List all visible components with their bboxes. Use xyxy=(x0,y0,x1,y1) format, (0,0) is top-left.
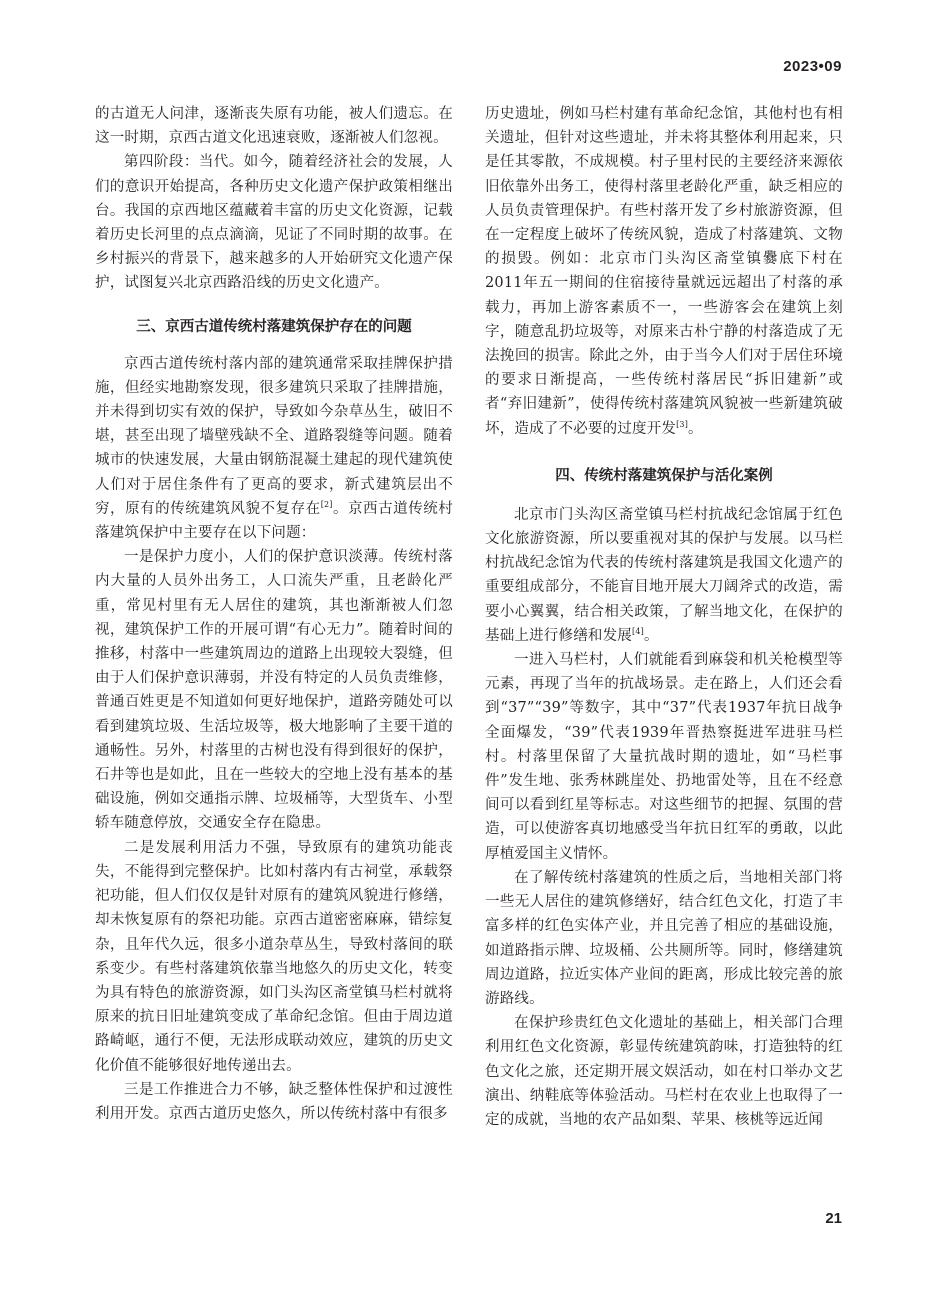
paragraph-text: 北京市门头沟区斋堂镇马栏村抗战纪念馆属于红色文化旅游资源，所以要重视对其的保护与发展。以马栏村抗战纪念馆为代表的传统村落建筑是我国文化遗产的重要组成部分，不能盲目地开展大刀阔斧式的改造，需要小心翼翼，结合相关政策，了解当地文化，在保护的基础上进行修缮和发展 xyxy=(485,506,843,644)
paragraph-text: 京西古道传统村落内部的建筑通常采取挂牌保护措施，但经实地勘察发现，很多建筑只采取了挂牌措施，并未得到切实有效的保护，导致如今杂草丛生，破旧不堪，甚至出现了墙壁残缺不全、道路裂缝等问题。随着城市的快速发展，大量由钢筋混凝土建起的现代建筑使人们对于居住条件有了更高的要求，新式建筑层出不穷，原有的传统建筑风貌不复存在 xyxy=(95,355,453,517)
paragraph: 在保护珍贵红色文化遗址的基础上，相关部门合理利用红色文化资源，彰显传统建筑韵味，打造独特的红色文化之旅，还定期开展文娱活动，如在村口举办文艺演出、纳鞋底等体验活动。马栏村在农业上也取得了一定的成就，当地的农产品如梨、苹果、核桃等远近闻 xyxy=(485,1015,843,1128)
paragraph: 二是发展利用活力不强，导致原有的建筑功能丧失，不能得到完整保护。比如村落内有古祠堂，承载祭祀功能，但人们仅仅是针对原有的建筑风貌进行修缮，却未恢复原有的祭祀功能。京西古道密密麻麻，错综复杂，且年代久远，很多小道杂草丛生，导致村落间的联系变少。有些村落建筑依靠当地悠久的历史文化，转变为具有特色的旅游资源，如门头沟区斋堂镇马栏村就将原来的抗日旧址建筑变成了革命纪念馆。但由于周边道路崎岖，通行不便，无法形成联动效应，建筑的历史文化价值不能够很好地传递出去。 xyxy=(95,839,453,1074)
paragraph-text: 历史遗址，例如马栏村建有革命纪念馆，其他村也有相关遗址，但针对这些遗址，并未将其整体利用起来，只是任其零散，不成规模。村子里村民的主要经济来源依旧依靠外出务工，使得村落里老龄化严重，缺乏相应的人员负责管理保护。有些村落开发了乡村旅游资源，但在一定程度上破坏了传统风貌，造成了村落建筑、文物的损毁。例如：北京市门头沟区斋堂镇爨底下村在2011年五一期间的住宿接待量就远远超出了村落的承载力，再加上游客素质不一，一些游客会在建筑上刻字，随意乱扔垃圾等，对原来古朴宁静的村落造成了无法挽回的损害。除此之外，由于当今人们对于居住环境的要求日渐提高，一些传统村落居民“拆旧建新”或者“弃旧建新”，使得传统村落建筑风貌被一些新建筑破坏，造成了不必要的过度开发 xyxy=(485,106,843,437)
paragraph: 第四阶段：当代。如今，随着经济社会的发展，人们的意识开始提高，各种历史文化遗产保护政策相继出台。我国的京西地区蕴藏着丰富的历史文化资源，记载着历史长河里的点点滴滴，见证了不同时期的故事。在乡村振兴的背景下，越来越多的人开始研究文化遗产保护，试图复兴北京西路沿线的历史文化遗产。 xyxy=(95,154,453,292)
left-column xyxy=(95,102,453,1126)
issue-label: 2023•09 xyxy=(783,58,842,75)
paragraph xyxy=(485,102,843,441)
section-heading: 三、京西古道传统村落建筑保护存在的问题 xyxy=(136,318,412,335)
citation-ref: [4] xyxy=(632,627,644,637)
citation-ref: [3] xyxy=(676,419,689,429)
citation-ref: [2] xyxy=(320,500,333,510)
paragraph: 一是保护力度小，人们的保护意识淡薄。传统村落内大量的人员外出务工，人口流失严重，且老龄化严重，常见村里有无人居住的建筑，其也渐渐被人们忽视，建筑保护工作的开展可谓“有心无力”。随着时间的推移，村落中一些建筑周边的道路上出现较大裂缝，但由于人们保护意识薄弱，并没有特定的人员负责维修，普通百姓更是不知道如何更好地保护，道路旁随处可以看到建筑垃圾、生活垃圾等，极大地影响了主要干道的通畅性。另外，村落里的古树也没有得到很好的保护，石井等也是如此，且在一些较大的空地上没有基本的基础设施，例如交通指示牌、垃圾桶等，大型货车、小型轿车随意停放，交通安全存在隐患。 xyxy=(95,549,453,832)
paragraph: 在了解传统村落建筑的性质之后，当地相关部门将一些无人居住的建筑修缮好，结合红色文化，打造了丰富多样的红色实体产业，并且完善了相应的基础设施，如道路指示牌、垃圾桶、公共厕所等。同时，修缮建筑周边道路，拉近实体产业间的距离，形成比较完善的旅游路线。 xyxy=(485,869,843,1007)
paragraph xyxy=(485,503,843,648)
paragraph-text: 。 xyxy=(643,627,659,644)
paragraph: 三是工作推进合力不够，缺乏整体性保护和过渡性利用开发。京西古道历史悠久，所以传统村落中有很多 xyxy=(95,1081,453,1122)
page-number: 21 xyxy=(825,1210,842,1227)
paragraph xyxy=(95,352,453,546)
paragraph-text: 。京西古道传统村落建筑保护中主要存在以下问题： xyxy=(95,500,453,542)
section-heading: 四、传统村落建筑保护与活化案例 xyxy=(555,467,773,484)
paragraph: 的古道无人问津，逐渐丧失原有功能，被人们遗忘。在这一时期，京西古道文化迅速衰败，逐渐被人们忽视。 xyxy=(95,106,453,147)
right-column xyxy=(485,102,843,1132)
paragraph-text: 。 xyxy=(688,420,703,437)
paragraph: 一进入马栏村，人们就能看到麻袋和机关枪模型等元素，再现了当年的抗战场景。走在路上，人们还会看到“37”“39”等数字，其中“37”代表1937年抗日战争全面爆发，“39”代表1939年晋热察挺进军进驻马栏村。村落里保留了大量抗战时期的遗址，如“马栏事件”发生地、张秀林跳崖处、扔地雷处等，且在不经意间可以看到红星等标志。对这些细节的把握、氛围的营造，可以使游客真切地感受当年抗日红军的勇敢，以此厚植爱国主义情怀。 xyxy=(485,652,843,862)
